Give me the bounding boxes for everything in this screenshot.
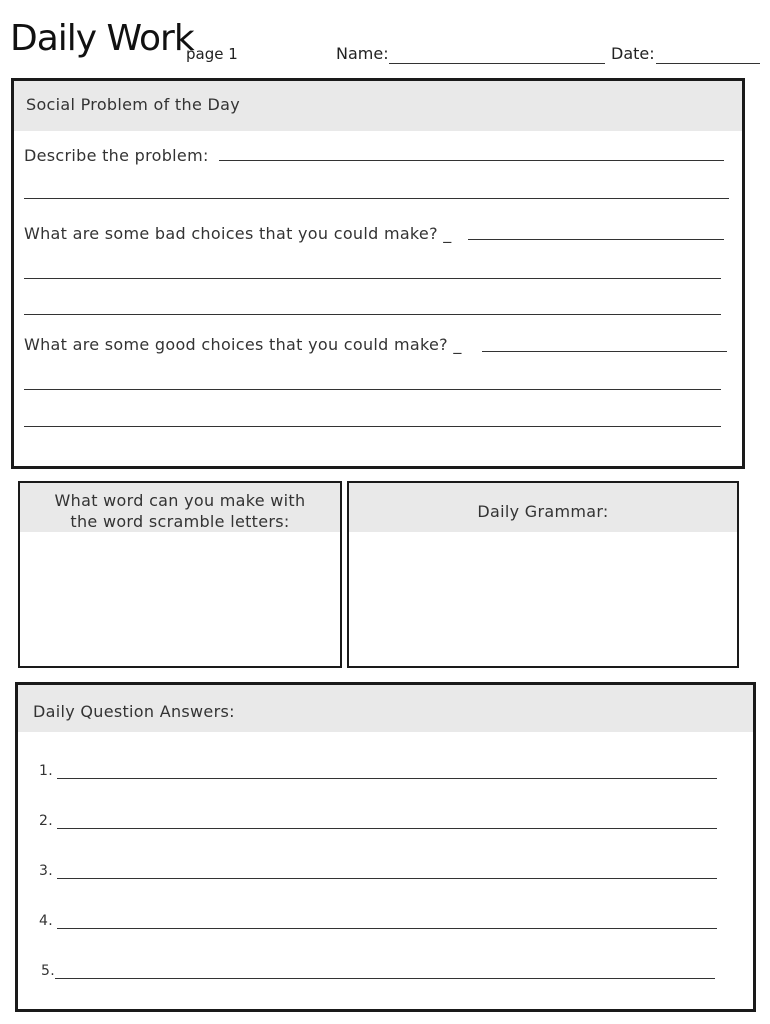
- describe-problem-label: Describe the problem:: [24, 146, 209, 165]
- date-label: Date:: [611, 44, 655, 63]
- page-title: Daily Work: [10, 18, 194, 59]
- bad-choices-line-3[interactable]: [24, 314, 721, 315]
- describe-problem-line-2[interactable]: [24, 198, 729, 199]
- answer-line-5[interactable]: [55, 978, 715, 979]
- answer-line-1[interactable]: [57, 778, 717, 779]
- word-scramble-heading-line-2: the word scramble letters:: [70, 512, 290, 531]
- bad-choices-label: What are some bad choices that you could make? _: [24, 224, 452, 243]
- answer-line-2[interactable]: [57, 828, 717, 829]
- social-problem-heading: Social Problem of the Day: [26, 95, 240, 114]
- describe-problem-line-1[interactable]: [219, 160, 724, 161]
- daily-grammar-section[interactable]: [347, 481, 739, 668]
- bad-choices-line-1[interactable]: [468, 239, 724, 240]
- daily-grammar-heading: Daily Grammar:: [477, 502, 609, 521]
- word-scramble-heading-line-1: What word can you make with: [54, 491, 306, 510]
- answer-number-4: 4.: [39, 913, 53, 929]
- name-label: Name:: [336, 44, 389, 63]
- good-choices-label: What are some good choices that you could make? _: [24, 335, 462, 354]
- answer-line-4[interactable]: [57, 928, 717, 929]
- answer-number-2: 2.: [39, 813, 53, 829]
- good-choices-line-1[interactable]: [482, 351, 727, 352]
- good-choices-line-3[interactable]: [24, 426, 721, 427]
- word-scramble-section[interactable]: [18, 481, 342, 668]
- answer-number-3: 3.: [39, 863, 53, 879]
- daily-answers-heading: Daily Question Answers:: [33, 702, 235, 721]
- answer-number-1: 1.: [39, 763, 53, 779]
- date-field[interactable]: [656, 63, 760, 64]
- answer-number-5: 5.: [41, 963, 55, 979]
- daily-answers-section: [15, 682, 756, 1012]
- answer-line-3[interactable]: [57, 878, 717, 879]
- name-field[interactable]: [389, 63, 605, 64]
- bad-choices-line-2[interactable]: [24, 278, 721, 279]
- social-problem-section: [11, 78, 745, 469]
- good-choices-line-2[interactable]: [24, 389, 721, 390]
- page-number-label: page 1: [186, 45, 238, 63]
